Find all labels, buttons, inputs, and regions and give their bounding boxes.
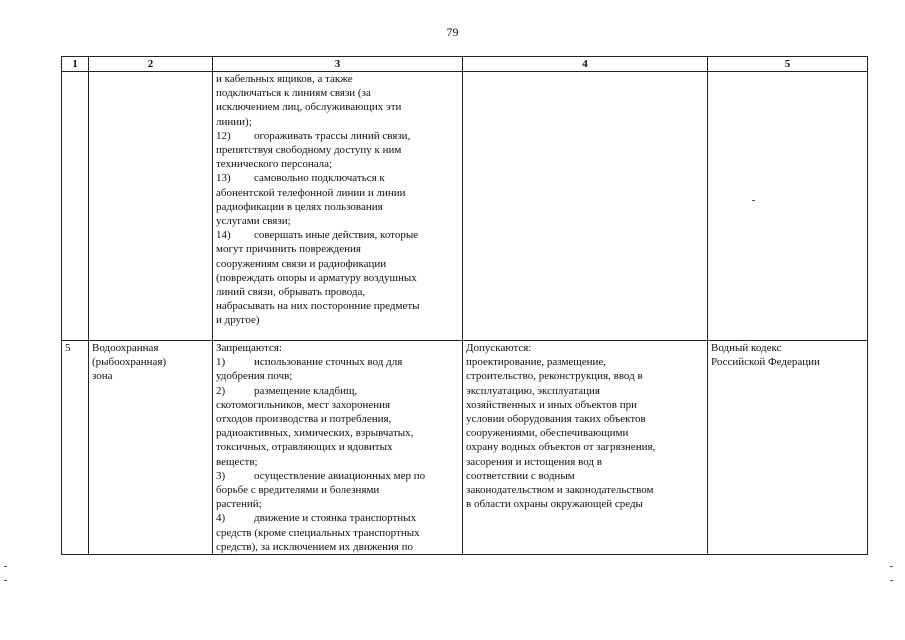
item-number: 1) xyxy=(216,356,226,369)
list-item xyxy=(216,171,459,228)
section-heading: Запрещаются: xyxy=(216,342,282,354)
scan-speck xyxy=(4,566,7,567)
text-line: размещение кладбищ, xyxy=(254,384,358,397)
list-item xyxy=(216,511,459,554)
text-line: подключаться к линиям связи (за xyxy=(216,87,371,100)
text-line: засорения и истощения вод в xyxy=(466,455,602,468)
text-line: Водоохранная xyxy=(92,342,159,354)
cell-number xyxy=(62,72,89,341)
text-line: (рыбоохранная) xyxy=(92,356,167,369)
header-col-1: 1 xyxy=(62,57,89,72)
item-number: 2) xyxy=(216,384,226,397)
text-line: и другое) xyxy=(216,314,260,327)
header-col-4: 4 xyxy=(463,57,708,72)
text-line: условии оборудования таких объектов xyxy=(466,413,646,426)
text-line: законодательством и законодательством xyxy=(466,484,654,497)
text-line: Российской Федерации xyxy=(711,356,820,369)
cell-zone xyxy=(89,72,213,341)
list-item xyxy=(216,469,459,512)
page-number: 79 xyxy=(446,25,459,39)
text-line: соответствии с водным xyxy=(466,469,575,482)
text-line: веществ; xyxy=(216,455,258,468)
text-line: линии); xyxy=(216,115,252,128)
text-line: проектирование, размещение, xyxy=(466,356,607,369)
text-line: препятствуя свободному доступу к ним xyxy=(216,144,402,157)
text-line: линий связи, обрывать провода, xyxy=(216,286,366,299)
scan-speck xyxy=(890,566,893,567)
item-number: 3) xyxy=(216,469,226,482)
header-col-5: 5 xyxy=(708,57,868,72)
text-line: токсичных, отравляющих и ядовитых xyxy=(216,441,393,454)
header-row xyxy=(62,57,868,72)
text-line: сооружениям связи и радиофикации xyxy=(216,257,387,270)
list-item xyxy=(216,384,459,469)
text-line: отходов производства и потребления, xyxy=(216,413,392,426)
text-line: могут причинить повреждения xyxy=(216,243,361,256)
text-line: осуществление авиационных мер по xyxy=(254,469,426,482)
text-line: и кабельных ящиков, а также xyxy=(216,73,353,85)
text-line: хозяйственных и иных объектов при xyxy=(466,398,638,411)
cell-legal-basis xyxy=(708,72,868,341)
table-row-5 xyxy=(62,341,868,555)
cell-number: 5 xyxy=(62,341,89,555)
text-line: совершать иные действия, которые xyxy=(254,229,419,242)
item-number: 14) xyxy=(216,229,231,242)
item-number: 12) xyxy=(216,129,231,142)
item-number: 13) xyxy=(216,172,231,185)
list-item xyxy=(216,355,459,383)
text-line: услугами связи; xyxy=(216,215,291,228)
regulation-table xyxy=(61,56,868,555)
text-line: строительство, реконструкция, ввод в xyxy=(466,370,643,383)
list-item xyxy=(216,129,459,172)
cell-restrictions xyxy=(213,341,463,555)
scan-speck xyxy=(4,580,7,581)
text-line: исключением лиц, обслуживающих эти xyxy=(216,101,402,114)
text-line: движение и стоянка транспортных xyxy=(254,512,417,525)
text-line: зона xyxy=(92,370,113,383)
cell-legal-basis xyxy=(708,341,868,555)
text-line: использование сточных вод для xyxy=(254,356,403,369)
cell-zone xyxy=(89,341,213,555)
text-line: самовольно подключаться к xyxy=(254,172,385,185)
cell-permissions xyxy=(463,72,708,341)
text-line: набрасывать на них посторонние предметы xyxy=(216,300,420,313)
text-line: абонентской телефонной линии и линии xyxy=(216,186,406,199)
section-heading: Допускаются: xyxy=(466,342,532,354)
text-line: сооружениями, обеспечивающими xyxy=(466,427,629,440)
item-number: 4) xyxy=(216,512,226,525)
table-row-continued xyxy=(62,72,868,341)
text-line: радиоактивных, химических, взрывчатых, xyxy=(216,427,414,440)
text-line: огораживать трассы линий связи, xyxy=(254,129,411,142)
header-col-2: 2 xyxy=(89,57,213,72)
list-item xyxy=(216,228,459,327)
text-line: средств), за исключением их движения по xyxy=(216,540,414,553)
header-col-3: 3 xyxy=(213,57,463,72)
text-line: удобрения почв; xyxy=(216,370,293,383)
text-line: в области охраны окружающей среды xyxy=(466,498,643,511)
text-line: (повреждать опоры и арматуру воздушных xyxy=(216,271,417,284)
text-line: технического персонала; xyxy=(216,158,333,171)
scan-speck xyxy=(890,580,893,581)
text-line: средств (кроме специальных транспортных xyxy=(216,526,420,539)
text-line: растений; xyxy=(216,498,262,511)
text-line: эксплуатацию, эксплуатация xyxy=(466,384,600,397)
text-line: Водный кодекс xyxy=(711,342,782,354)
text-line: радиофикации в целях пользования xyxy=(216,200,383,213)
text-line: борьбе с вредителями и болезнями xyxy=(216,484,380,497)
cell-restrictions xyxy=(213,72,463,341)
text-line: охрану водных объектов от загрязнения, xyxy=(466,441,656,454)
scan-speck xyxy=(752,200,755,201)
cell-permissions xyxy=(463,341,708,555)
text-line: скотомогильников, мест захоронения xyxy=(216,398,391,411)
